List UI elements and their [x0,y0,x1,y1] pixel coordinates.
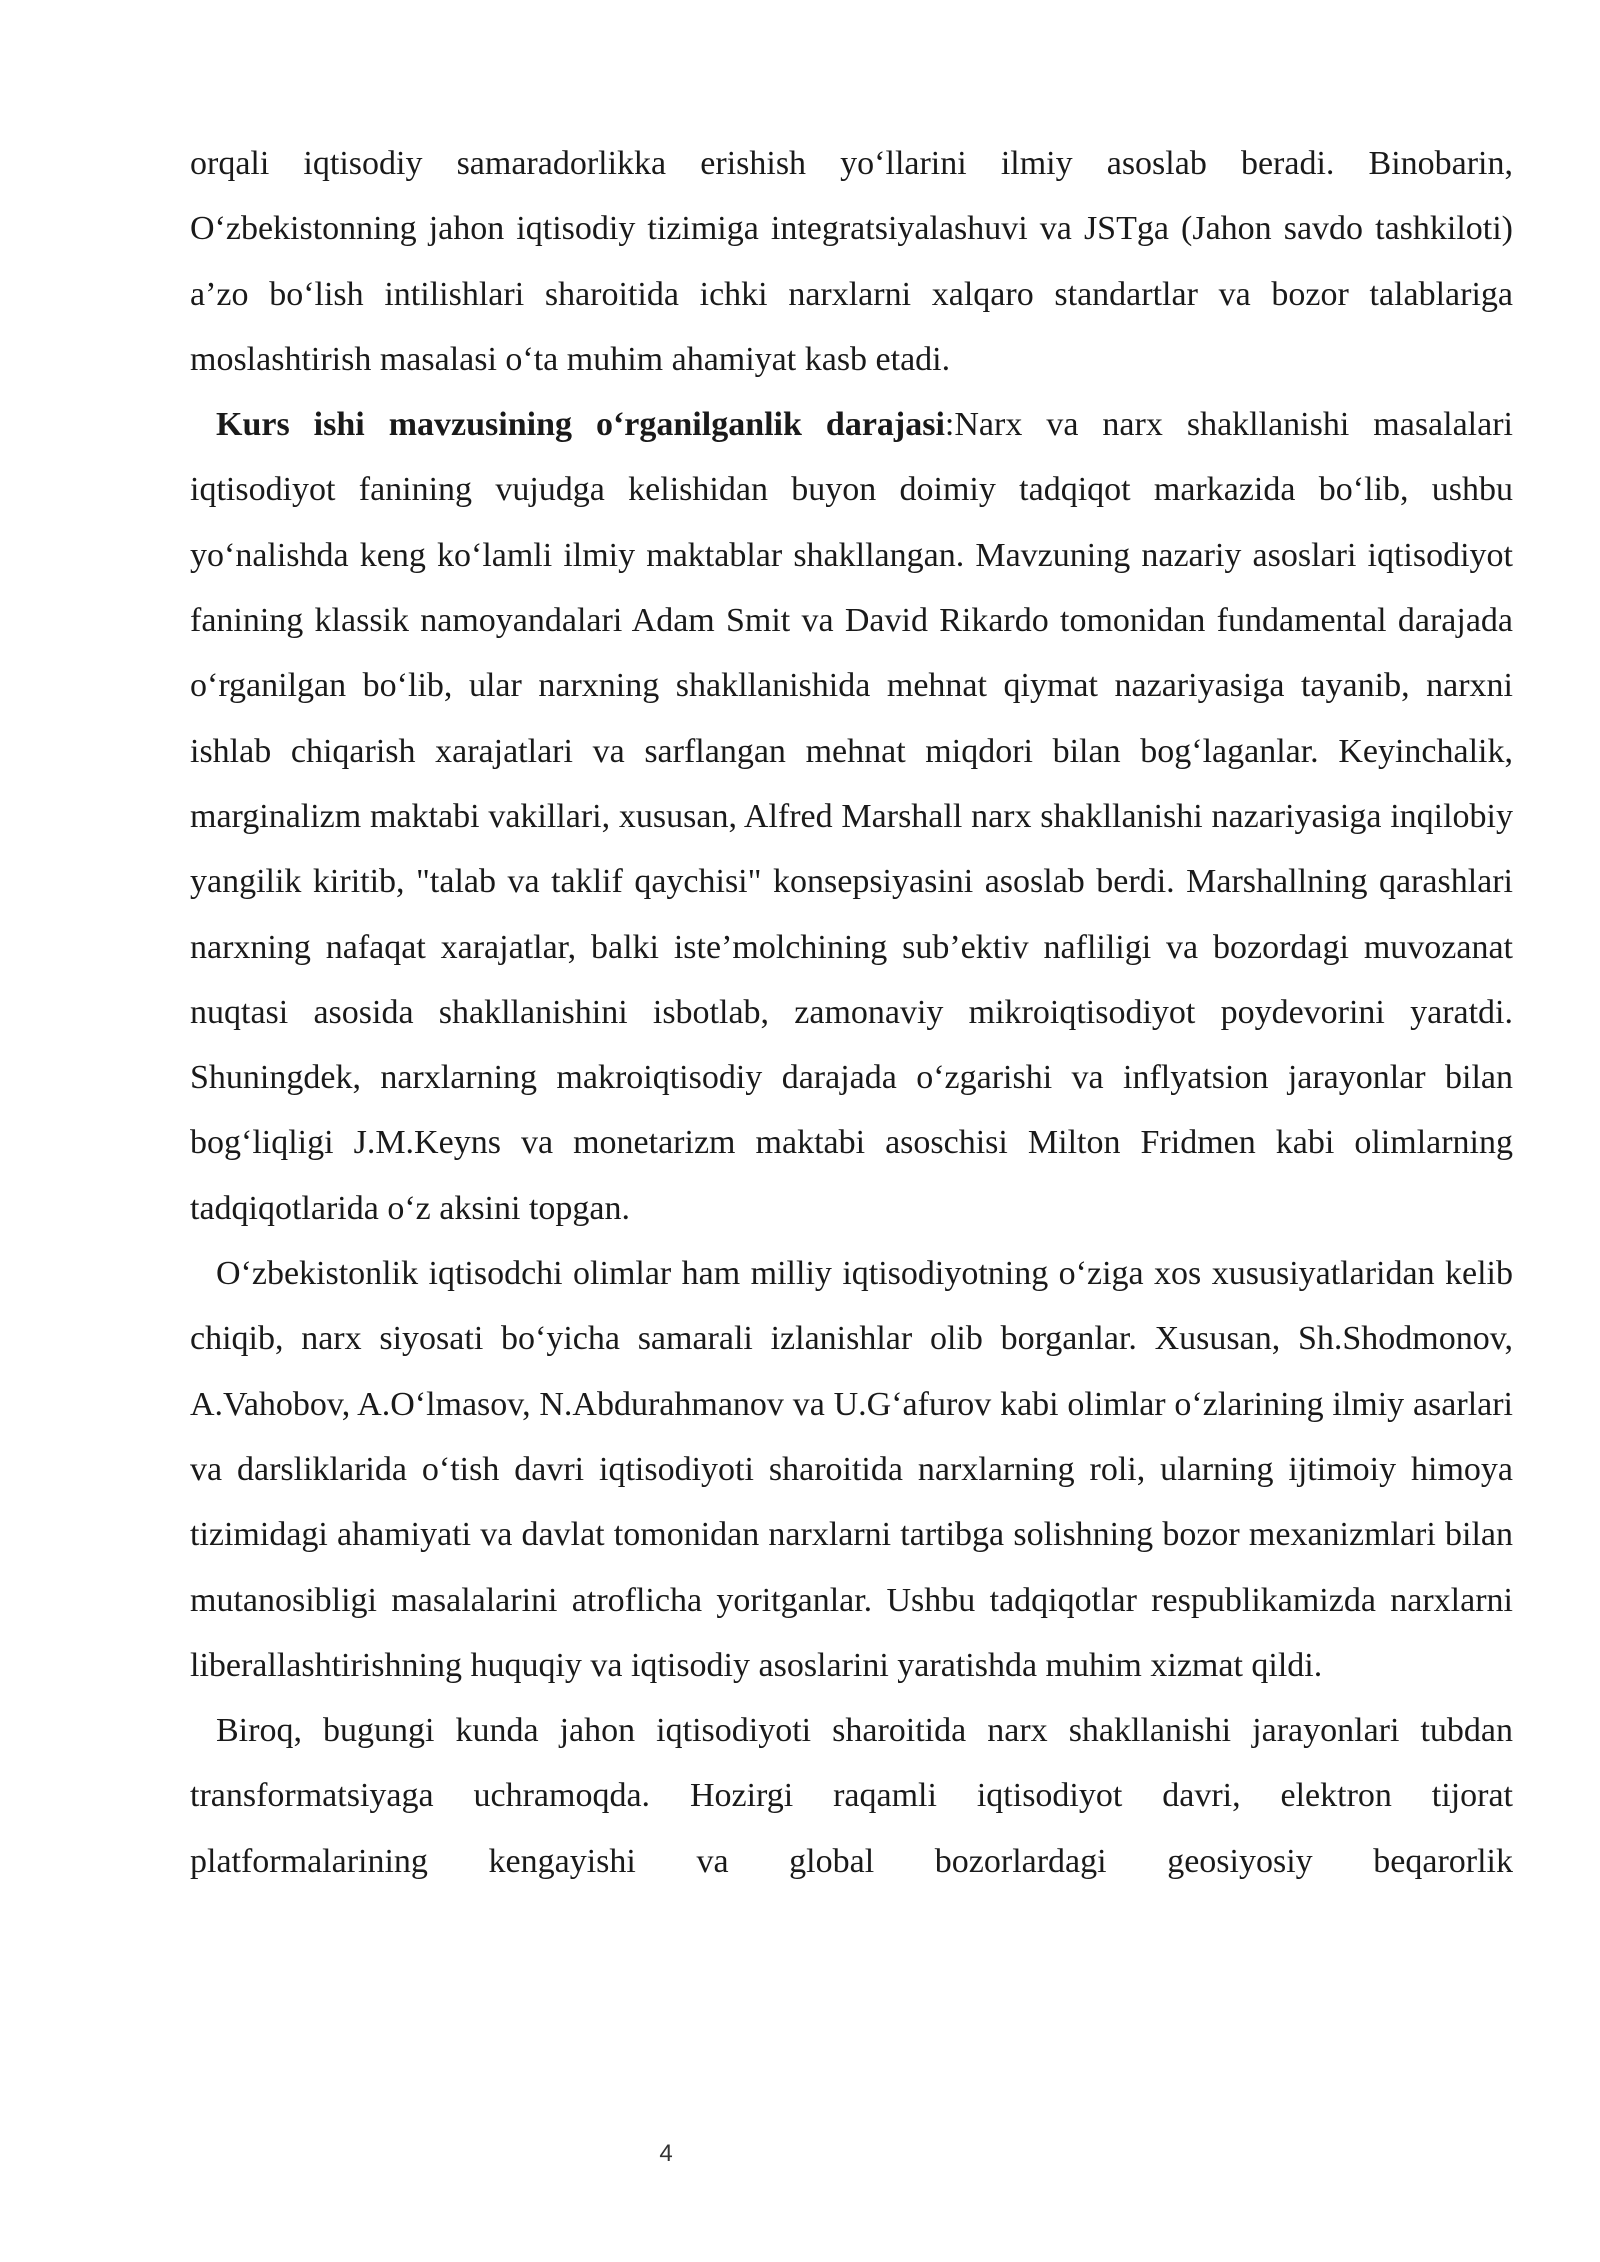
paragraph-text: :Narx va narx shakllanishi masalalari iqtisodiyot fanining vujudga kelishidan buyon doimiy tadqiqot markazida bo‘lib, ushbu yo‘nalishda keng ko‘lamli ilmiy maktablar shakllangan. Mavzuning nazariy asoslari iqtisodiyot fanining klassik namoyandalari Adam Smit va David Rikardo tomonidan fundamental darajada o‘rganilgan bo‘lib, ular narxning shakllanishida mehnat qiymat nazariyasiga tayanib, narxni ishlab chiqarish xarajatlari va sarflangan mehnat miqdori bilan bog‘laganlar. Keyinchalik, marginalizm maktabi vakillari, xususan, Alfred Marshall narx shakllanishi nazariyasiga inqilobiy yangilik kiritib, "talab va taklif qaychisi" konsepsiyasini asoslab berdi. Marshallning qarashlari narxning nafaqat xarajatlar, balki iste’molchining sub’ektiv nafliligi va bozordagi muvozanat nuqtasi asosida shakllanishini isbotlab, zamonaviy mikroiqtisodiyot poydevorini yaratdi. Shuningdek, narxlarning makroiqtisodiy darajada o‘zgarishi va inflyatsion jarayonlar bilan bog‘liqligi J.M.Keyns va monetarizm maktabi asoschisi Milton Fridmen kabi olimlarning tadqiqotlarida o‘z aksini topgan. [190,406,1513,1227]
paragraph-text: Biroq, bugungi kunda jahon iqtisodiyoti sharoitida narx shakllanishi jarayonlari tubdan transformatsiyaga uchramoqda. Hozirgi raqamli iqtisodiyot davri, elektron tijorat platformalarining kengayishi va global bozorlardagi geosiyosiy beqarorlik [190,1712,1513,1880]
page-number: 4 [659,2140,673,2167]
paragraph-modern-transformation [190,1698,1513,1894]
paragraph-continuation [190,131,1513,392]
paragraph-text: O‘zbekistonlik iqtisodchi olimlar ham milliy iqtisodiyotning o‘ziga xos xususiyatlaridan kelib chiqib, narx siyosati bo‘yicha samarali izlanishlar olib borganlar. Xususan, Sh.Shodmonov, A.Vahobov, A.O‘lmasov, N.Abdurahmanov va U.G‘afurov kabi olimlar o‘zlarining ilmiy asarlari va darsliklarida o‘tish davri iqtisodiyoti sharoitida narxlarning roli, ularning ijtimoiy himoya tizimidagi ahamiyati va davlat tomonidan narxlarni tartibga solishning bozor mexanizmlari bilan mutanosibligi masalalarini atroflicha yoritganlar. Ushbu tadqiqotlar respublikamizda narxlarni liberallashtirishning huquqiy va iqtisodiy asoslarini yaratishda muhim xizmat qildi. [190,1255,1513,1684]
paragraph-uzbek-scholars [190,1241,1513,1698]
paragraph-study-level [190,392,1513,1241]
section-heading: Kurs ishi mavzusining o‘rganilganlik darajasi [216,406,945,444]
paragraph-text: orqali iqtisodiy samaradorlikka erishish yo‘llarini ilmiy asoslab beradi. Binobarin, O‘zbekistonning jahon iqtisodiy tizimiga integratsiyalashuvi va JSTga (Jahon savdo tashkiloti) a’zo bo‘lish intilishlari sharoitida ichki narxlarni xalqaro standartlar va bozor talablariga moslashtirish masalasi o‘ta muhim ahamiyat kasb etadi. [190,145,1513,378]
body-text [190,131,1513,1894]
